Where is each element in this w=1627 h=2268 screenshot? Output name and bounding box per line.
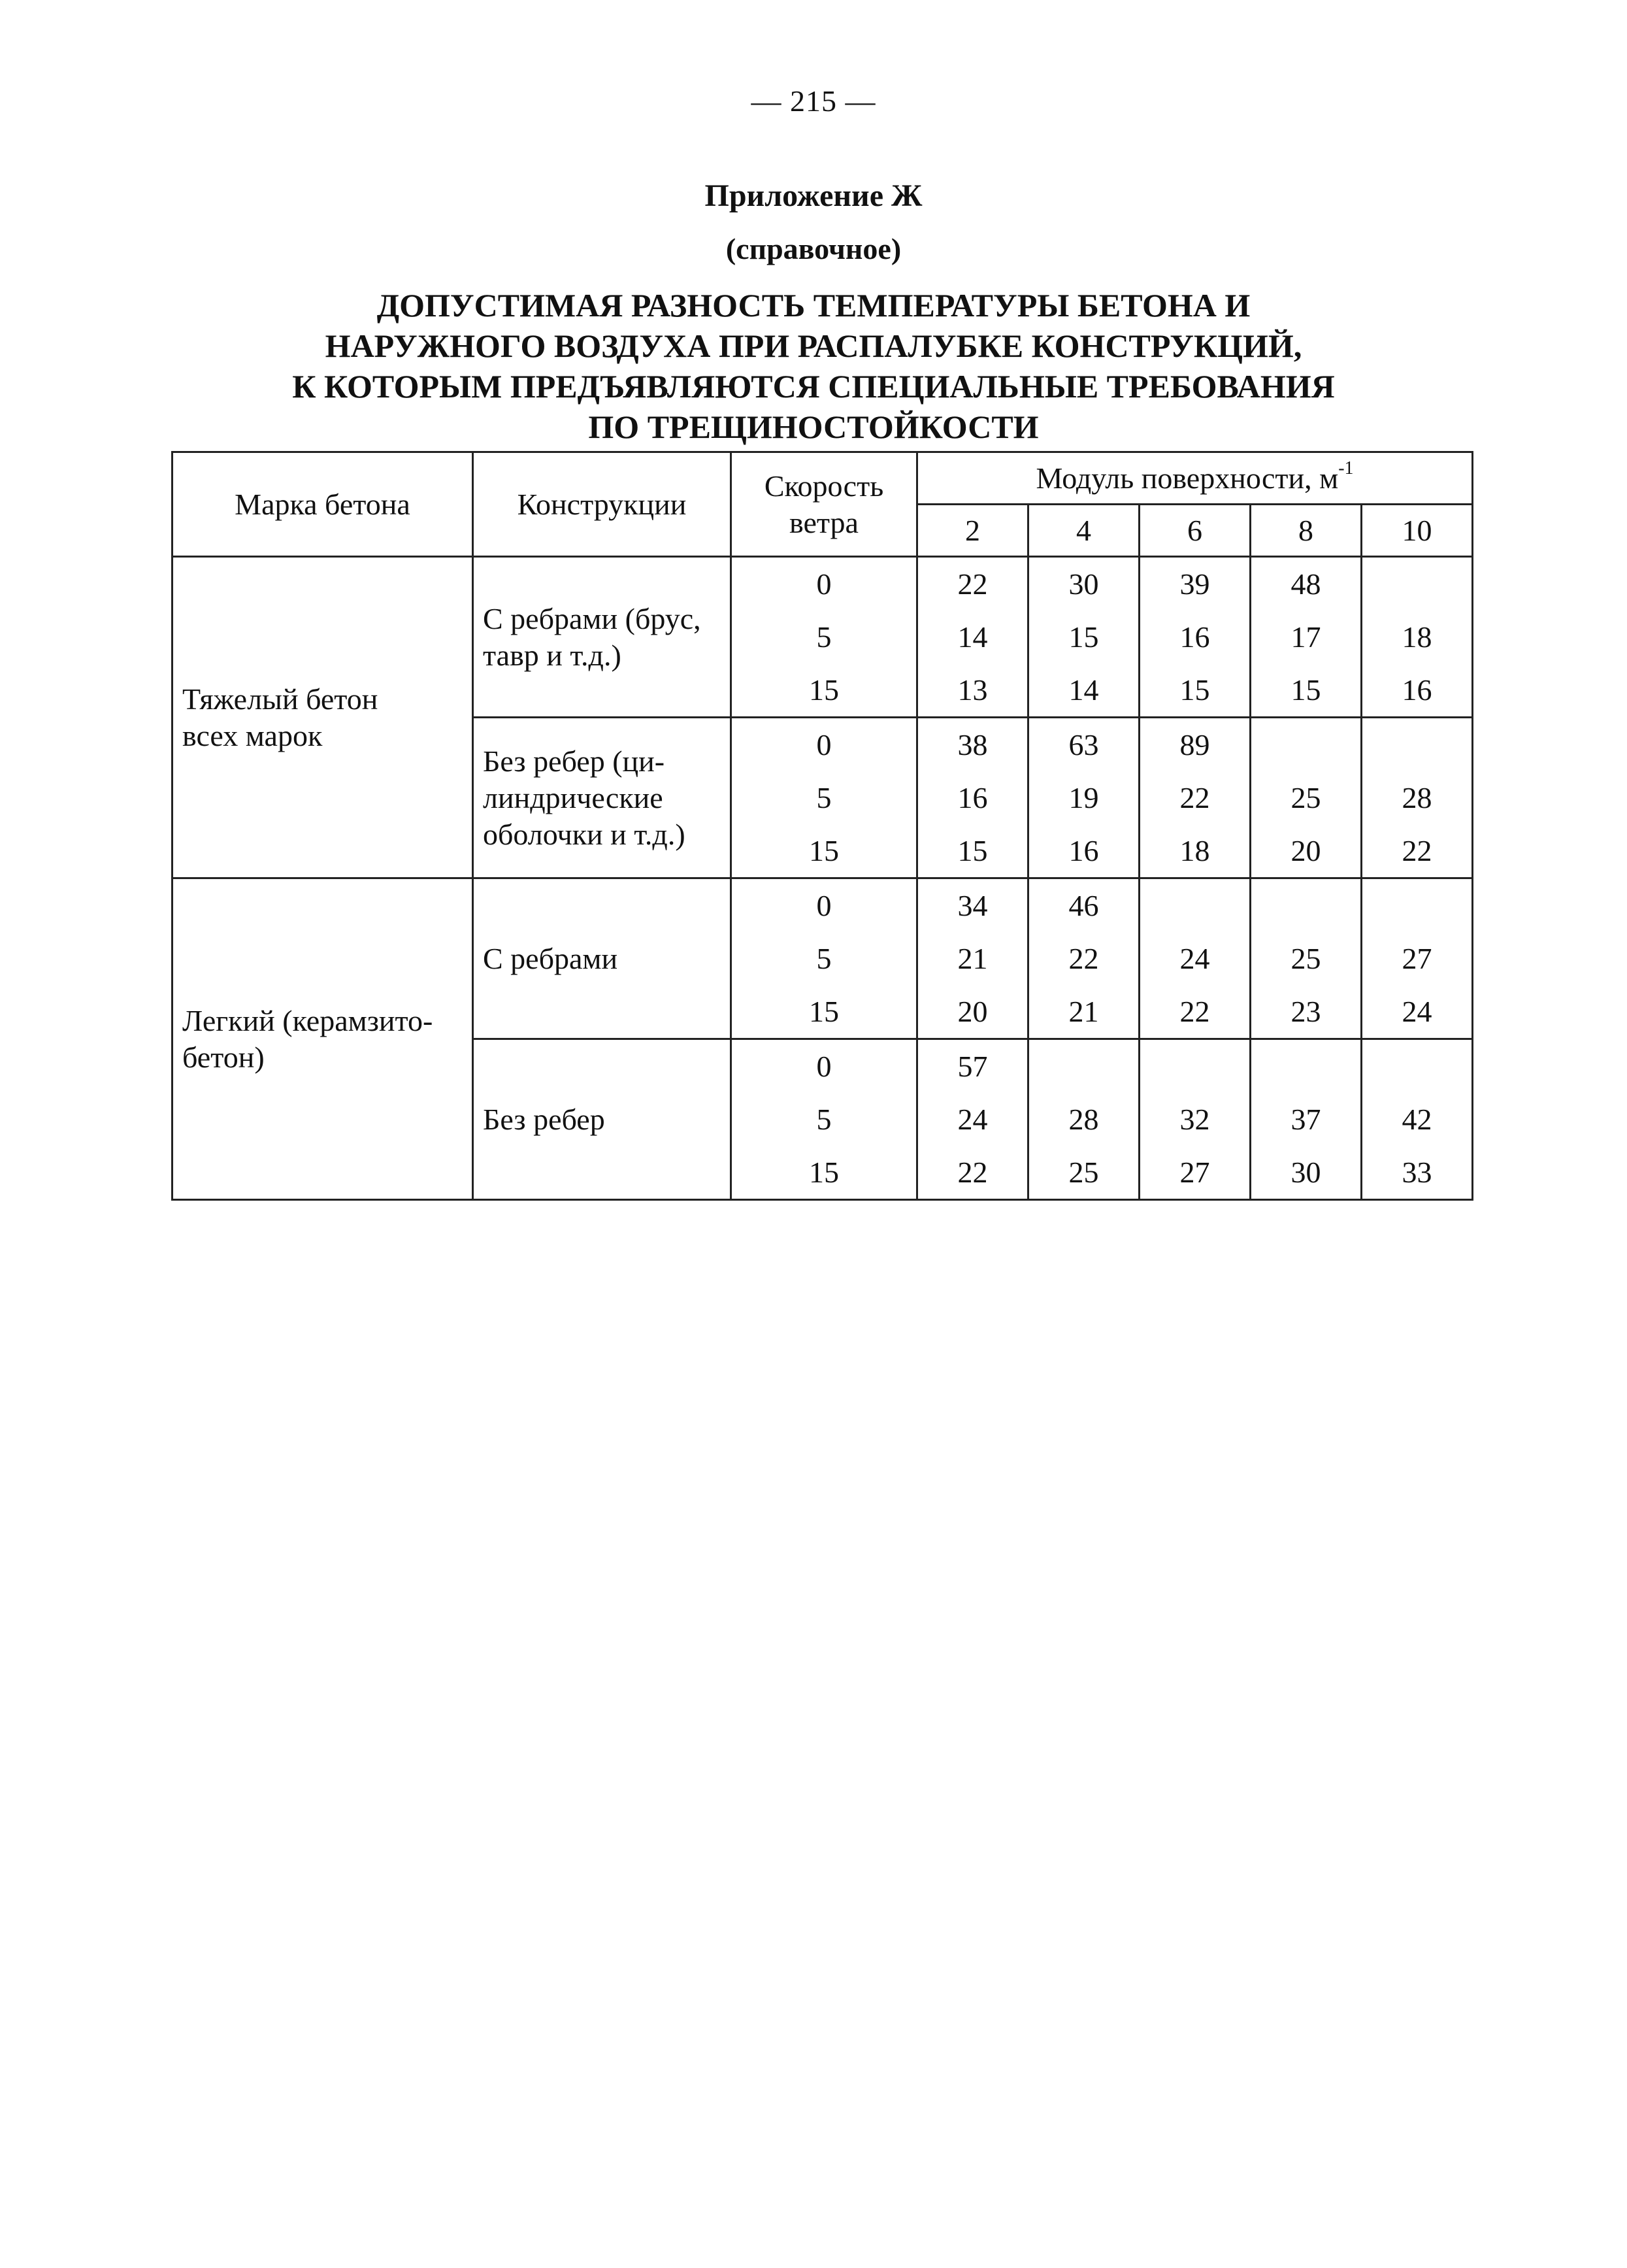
value-cell: 63	[1028, 718, 1140, 771]
value-cell: 33	[1362, 1146, 1473, 1200]
value-cell: 28	[1362, 771, 1473, 825]
value-cell: 22	[1362, 825, 1473, 878]
header-modulus-value: 2	[917, 505, 1028, 557]
value-cell: 34	[917, 878, 1028, 932]
construction-line: Без ребер	[483, 1102, 605, 1136]
value-cell	[1028, 1039, 1140, 1093]
header-modulus-value: 10	[1362, 505, 1473, 557]
value-cell: 42	[1362, 1093, 1473, 1146]
header-wind-line: ветра	[789, 505, 859, 539]
grade-cell	[173, 557, 473, 878]
value-cell: 24	[1140, 932, 1251, 986]
heading-line: ПО ТРЕЩИНОСТОЙКОСТИ	[588, 409, 1039, 445]
grade-line: Тяжелый бетон	[182, 682, 378, 716]
header-wind-speed	[731, 452, 917, 557]
header-wind-line: Скорость	[764, 469, 884, 503]
value-cell: 37	[1251, 1093, 1362, 1146]
value-cell: 20	[917, 986, 1028, 1039]
construction-line: тавр и т.д.)	[483, 638, 621, 672]
value-cell	[1251, 878, 1362, 932]
header-grade: Марка бетона	[173, 452, 473, 557]
value-cell: 57	[917, 1039, 1028, 1093]
value-cell: 24	[1362, 986, 1473, 1039]
wind-speed-cell: 5	[731, 932, 917, 986]
grade-line: всех марок	[182, 718, 323, 752]
value-cell	[1362, 1039, 1473, 1093]
construction-cell	[473, 1039, 731, 1200]
wind-speed-cell: 5	[731, 1093, 917, 1146]
wind-speed-cell: 0	[731, 557, 917, 610]
heading-line: ДОПУСТИМАЯ РАЗНОСТЬ ТЕМПЕРАТУРЫ БЕТОНА И	[376, 287, 1251, 324]
value-cell: 21	[917, 932, 1028, 986]
construction-cell	[473, 878, 731, 1039]
construction-line: С ребрами	[483, 941, 618, 975]
value-cell: 14	[917, 610, 1028, 664]
wind-speed-cell: 0	[731, 718, 917, 771]
wind-speed-cell: 15	[731, 1146, 917, 1200]
value-cell: 22	[917, 557, 1028, 610]
grade-line: бетон)	[182, 1040, 265, 1074]
wind-speed-cell: 0	[731, 1039, 917, 1093]
value-cell: 18	[1362, 610, 1473, 664]
value-cell: 27	[1140, 1146, 1251, 1200]
value-cell: 13	[917, 664, 1028, 718]
value-cell	[1140, 1039, 1251, 1093]
header-row	[173, 452, 1473, 505]
construction-cell	[473, 557, 731, 718]
construction-cell	[473, 718, 731, 878]
appendix-title: Приложение Ж	[704, 178, 923, 213]
value-cell: 24	[917, 1093, 1028, 1146]
value-cell: 15	[917, 825, 1028, 878]
value-cell: 30	[1251, 1146, 1362, 1200]
value-cell: 28	[1028, 1093, 1140, 1146]
value-cell	[1251, 1039, 1362, 1093]
value-cell: 27	[1362, 932, 1473, 986]
table-row	[173, 878, 1473, 932]
value-cell: 21	[1028, 986, 1140, 1039]
value-cell: 18	[1140, 825, 1251, 878]
document-heading	[0, 285, 1627, 447]
value-cell: 46	[1028, 878, 1140, 932]
grade-cell	[173, 878, 473, 1200]
value-cell: 32	[1140, 1093, 1251, 1146]
value-cell: 19	[1028, 771, 1140, 825]
construction-line: Без ребер (ци-	[483, 744, 665, 778]
header-modulus-value: 4	[1028, 505, 1140, 557]
value-cell: 16	[1028, 825, 1140, 878]
value-cell: 15	[1028, 610, 1140, 664]
value-cell: 39	[1140, 557, 1251, 610]
value-cell: 22	[917, 1146, 1028, 1200]
value-cell: 30	[1028, 557, 1140, 610]
header-modulus-value: 8	[1251, 505, 1362, 557]
wind-speed-cell: 15	[731, 664, 917, 718]
page-number: — 215 —	[751, 84, 876, 118]
wind-speed-cell: 15	[731, 825, 917, 878]
value-cell: 48	[1251, 557, 1362, 610]
value-cell: 16	[1140, 610, 1251, 664]
header-modulus-value: 6	[1140, 505, 1251, 557]
wind-speed-cell: 0	[731, 878, 917, 932]
temperature-difference-table	[171, 451, 1473, 1201]
value-cell: 16	[1362, 664, 1473, 718]
value-cell: 89	[1140, 718, 1251, 771]
value-cell: 22	[1140, 986, 1251, 1039]
wind-speed-cell: 15	[731, 986, 917, 1039]
appendix-subtitle: (справочное)	[725, 232, 902, 265]
value-cell: 20	[1251, 825, 1362, 878]
wind-speed-cell: 5	[731, 771, 917, 825]
value-cell: 25	[1028, 1146, 1140, 1200]
header-construction: Конструкции	[473, 452, 731, 557]
value-cell: 22	[1028, 932, 1140, 986]
value-cell	[1362, 878, 1473, 932]
value-cell: 16	[917, 771, 1028, 825]
value-cell	[1362, 557, 1473, 610]
value-cell	[1140, 878, 1251, 932]
value-cell: 22	[1140, 771, 1251, 825]
header-modulus	[917, 452, 1473, 505]
construction-line: С ребрами (брус,	[483, 601, 701, 635]
header-modulus-label: Модуль поверхности, м	[1036, 461, 1339, 495]
construction-line: оболочки и т.д.)	[483, 817, 685, 851]
heading-line: НАРУЖНОГО ВОЗДУХА ПРИ РАСПАЛУБКЕ КОНСТРУКЦИЙ,	[325, 327, 1302, 364]
value-cell: 25	[1251, 932, 1362, 986]
header-modulus-superscript: -1	[1338, 458, 1354, 478]
value-cell	[1362, 718, 1473, 771]
heading-line: К КОТОРЫМ ПРЕДЪЯВЛЯЮТСЯ СПЕЦИАЛЬНЫЕ ТРЕБОВАНИЯ	[292, 368, 1335, 405]
value-cell: 17	[1251, 610, 1362, 664]
value-cell: 25	[1251, 771, 1362, 825]
value-cell: 23	[1251, 986, 1362, 1039]
value-cell: 15	[1251, 664, 1362, 718]
value-cell: 15	[1140, 664, 1251, 718]
value-cell	[1251, 718, 1362, 771]
grade-line: Легкий (керамзито-	[182, 1003, 433, 1037]
wind-speed-cell: 5	[731, 610, 917, 664]
value-cell: 38	[917, 718, 1028, 771]
value-cell: 14	[1028, 664, 1140, 718]
construction-line: линдрические	[483, 780, 663, 814]
table-row	[173, 557, 1473, 610]
